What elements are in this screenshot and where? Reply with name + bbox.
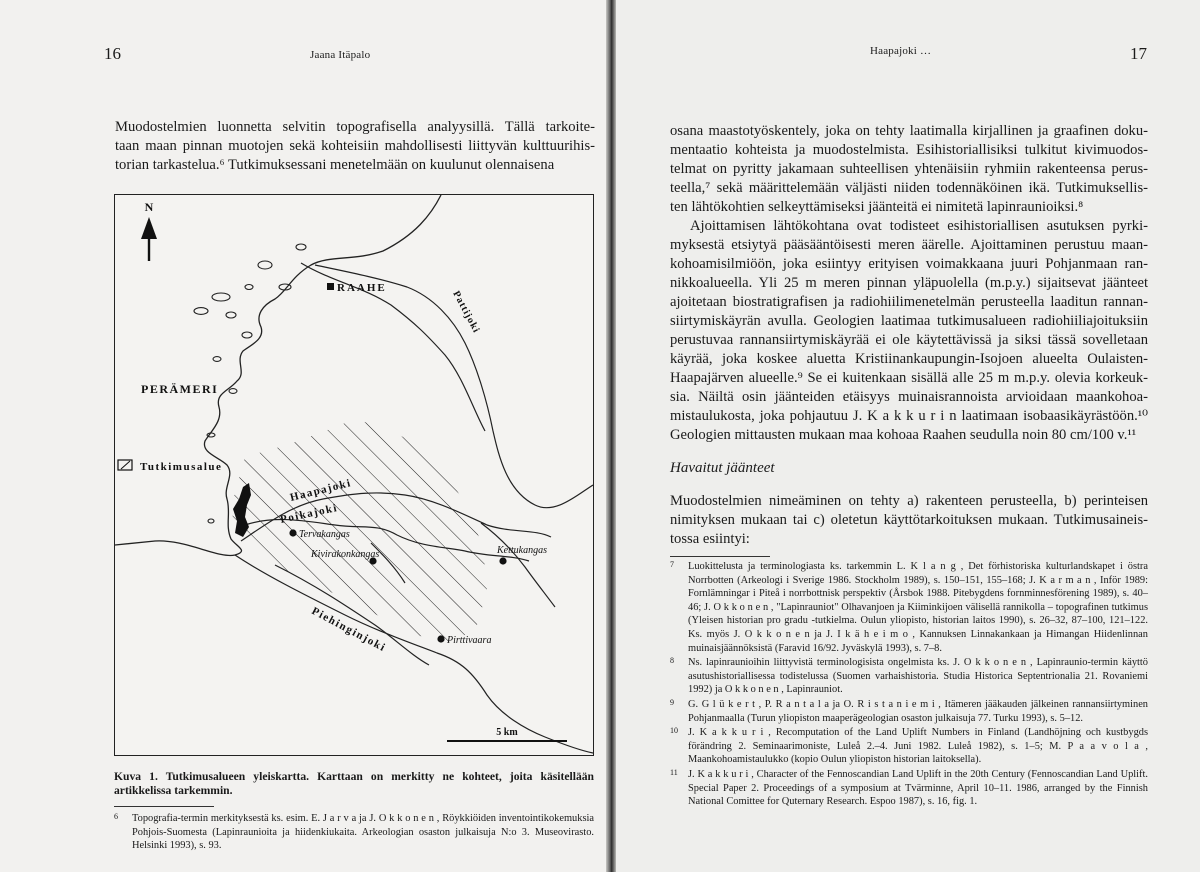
legend-label: Tutkimusalue: [140, 461, 223, 473]
raahe-label: RAAHE: [337, 282, 387, 294]
body-paragraph-right-2: [670, 217, 1148, 445]
body-right-1-line: telmat on pyritty jakamaan suhteellisen yhtenäisiin ryhmiin rakenteensa perus-: [670, 161, 1148, 177]
body-left-line: taan maan pinnan muotojen sekä kohteisiin mahdollisesti liittyvän kulttuurihis-: [115, 138, 595, 154]
section-paragraph: [670, 492, 1148, 549]
body-right-2-line: Geologien mittausten mukaan maa kohoaa Raahen seudulla noin 80 cm/100 v.¹¹: [670, 427, 1137, 443]
footnotes-left: [114, 812, 594, 854]
body-right-2-line: Ajoittamisen lähtökohtana ovat todisteet esihistoriallisen asutuksen pyrki-: [690, 218, 1148, 234]
body-right-2-line: perustuvaa rannansiirtymiskäyrää ei ole käytettävissä ja siksi tässä sovelletaan: [670, 332, 1148, 348]
body-right-2-line: käyrää, joka koskee aluetta Kristiinankaupungin-Isojoen alueelta Oulaisten-: [670, 351, 1148, 367]
figure-caption: [114, 770, 594, 798]
section-heading: Havaitut jäänteet: [670, 460, 775, 476]
svg-text:Kettukangas: Kettukangas: [497, 545, 547, 556]
footnote-9: 9 G. G l ü k e r t , P. R a n t a l a ja O. R i s t a n i e m i , Itämeren jääkauden jälkeinen rannansiirtyminen Pohjanmaalla (Turun yliopiston maaperägeologian osaston julkaisuja 77. Turku 1993), s. 5–12.: [670, 697, 1148, 724]
poikajoki-label: Poikajoki: [279, 501, 340, 526]
section-body-line: nimityksen mukaan tai c) oletetun käyttötarkoituksen mukaan. Tutkimusaineis-: [670, 512, 1148, 528]
study-area-map: [114, 194, 594, 756]
footnotes-right: [670, 560, 1148, 810]
piehinginjoki-label: Piehinginjoki: [309, 605, 389, 655]
body-right-2-line: sia. Näiltä osin jäänteiden etäisyys muinaisrannoista arvioidaan maankohoa-: [670, 389, 1148, 405]
footnote-8: 8 Ns. lapinraunioihin liittyvistä terminologisista ongelmista ks. J. O k k o n e n , Lapinraunio-termin käyttö asutushistoriallisessa todistelussa (Suomen varhaishistoria. Studia Historica Septentrionalia 21. Rovaniemi 1992) ja O k k o n e n , Lapinrauniot.: [670, 656, 1148, 696]
study-area-hatching: [215, 395, 505, 655]
running-head-left: Jaana Itäpalo: [310, 49, 371, 61]
caption-line: artikkelissa tarkemmin.: [114, 784, 233, 797]
footnote-6: 6 Topografia-termin merkityksestä ks. esim. E. J a r v a ja J. O k k o n e n , Röykkiöiden inventointikokemuksia Pohjois-Suomesta (Lapinraunioita ja hiidenkiukaita. Arkeologian osaston julkaisuja N:o 3. Museovirasto. Helsinki 1993), s. 93.: [114, 812, 594, 852]
body-right-1-line: teella,⁷ sekä määrittelemään väljästi niiden todennäköinen ikä. Tutkimuksellis-: [670, 180, 1148, 196]
page-number-left: 16: [104, 44, 121, 63]
book-gutter: [606, 0, 616, 872]
body-paragraph-right-1: [670, 122, 1148, 217]
footnote-rule-right: [670, 556, 770, 557]
footnote-7: 7 Luokittelusta ja terminologiasta ks. tarkemmin L. K l a n g , Det förhistoriska kulturlandskapet i östra Norrbotten (Arkeologi i Sverige 1986. Stockholm 1989), s. 150–151, 155–168; J. K a r m a n , Inför 1989: Fornlämningar i Piteå i norrbottnisk perspektiv (Årsbok 1988. Pitebygdens fornminnesförening 1989), s. 40–46; J. O k k o n e n , "Lapinrauniot" Olhavanjoen ja Kiiminkijoen välisellä rannikolla – topografinen tutkimus (Yleisen historian pro gradu -tutkielma. Oulun yliopisto, historian laitos 1990), s. 26–32, 87–100, 121–122. Ks. myös J. O k k o n e n ja J. I k ä h e i m o , Kannuksen Linnakankaan ja Himangan Hiidenlinnan muinaisjäännöksistä (Faravid 16/92. Jyväskylä 1993), s. 7–8.: [670, 560, 1148, 654]
body-right-2-line: kohoamisilmiöön, joka esiintyy erityisen voimakkaana juuri Pohjanmaan ran-: [670, 256, 1148, 272]
haapajoki-label: Haapajoki: [288, 477, 353, 504]
right-page: [616, 0, 1200, 872]
body-right-2-line: ajoitetaan biostratigrafisen ja radiohiilimenetelmän perusteella laaditun rannan-: [670, 294, 1148, 310]
sea-label: PERÄMERI: [141, 382, 219, 396]
body-right-1-line: ten lähtökohtien selkeyttämiseksi jäänteitä ei nimitetä lapinraunioiksi.⁸: [670, 199, 1084, 215]
body-right-2-line: mistaulukosta, joka pohjautuu J. K a k k u r i n laatimaan isobaasikäyrästöön.¹⁰: [670, 408, 1148, 424]
raahe-marker: [327, 283, 334, 290]
river-kettukangas-branch: [481, 523, 555, 607]
pattijoki-label: Pattijoki: [450, 289, 482, 336]
body-right-1-line: mentaatio kohteista ja muodostelmista. Esihistoriallisiksi tulkitut kivimuodos-: [670, 142, 1148, 158]
section-body-line: Muodostelmien nimeäminen on tehty a) rakenteen perusteella, b) perinteisen: [670, 493, 1148, 509]
body-left-line: torian tarkastelua.⁶ Tutkimuksessani menetelmään on kuulunut olennaisena: [115, 157, 555, 173]
map-svg: [115, 195, 593, 755]
body-paragraph-left: [115, 118, 595, 175]
body-right-2-line: siirtymiskäyrän avulla. Geologien laatimaa tutkimusalueen radiohiiliajoituksiin: [670, 313, 1148, 329]
footnote-10: 10 J. K a k k u r i , Recomputation of the Land Uplift Numbers in Finland (Landhöjning och kustbygds förändring 2. Seminaarimoniste, Luleå 2.–4. Juni 1982. Luleå 1982), s. 1–5; M. P a a v o l a , Maankohoamistaulukko (kopio Oulun yliopiston historian laitoksella).: [670, 726, 1148, 766]
body-left-line: Muodostelmien luonnetta selvitin topografisella analyysillä. Tällä tarkoite-: [115, 119, 595, 135]
footnote-rule-left: [114, 806, 214, 807]
legend: [118, 460, 222, 473]
site-tervakangas: [289, 529, 349, 540]
page-number-right: 17: [1130, 44, 1147, 63]
svg-text:Pirttivaara: Pirttivaara: [447, 635, 492, 646]
caption-line: Kuva 1. Tutkimusalueen yleiskartta. Karttaan on merkitty ne kohteet, joita käsitellään: [114, 770, 594, 783]
footnote-11: 11 J. K a k k u r i , Character of the Fennoscandian Land Uplift in the 20th Century (Fennoscandian Land Uplift. Special Paper 2. Proceedings of a symposium at Tvärminne, April 10–11. 1986, arranged by the Finnish National Comittee for Quternary Research. Espoo 1987), s. 16, fig. 1.: [670, 767, 1148, 808]
svg-text:5 km: 5 km: [496, 727, 518, 738]
body-right-2-line: Haapajärven alueelle.⁹ Se ei kuitenkaan sisällä alle 25 m m.p.y. olevia korkeuk-: [670, 370, 1148, 386]
north-label: N: [144, 200, 154, 214]
body-right-1-line: osana maastotyöskentely, joka on tehty laatimalla kirjallinen ja graafinen doku-: [670, 123, 1148, 139]
body-right-2-line: myksestä etsiytyä pääsääntöisesti meren äärelle. Ajoittaminen perustuu maan-: [670, 237, 1148, 253]
north-arrow: [141, 200, 157, 261]
svg-text:Kivirakonkangas: Kivirakonkangas: [311, 549, 380, 560]
body-right-2-line: nikkoalueella. Yli 25 m meren pinnan yläpuolella (m.p.y.) sijaitsevat jäänteet: [670, 275, 1148, 291]
svg-text:Tervakangas: Tervakangas: [299, 529, 350, 540]
section-body-line: tossa esiintyi:: [670, 531, 750, 547]
running-head-right: Haapajoki …: [870, 45, 932, 57]
